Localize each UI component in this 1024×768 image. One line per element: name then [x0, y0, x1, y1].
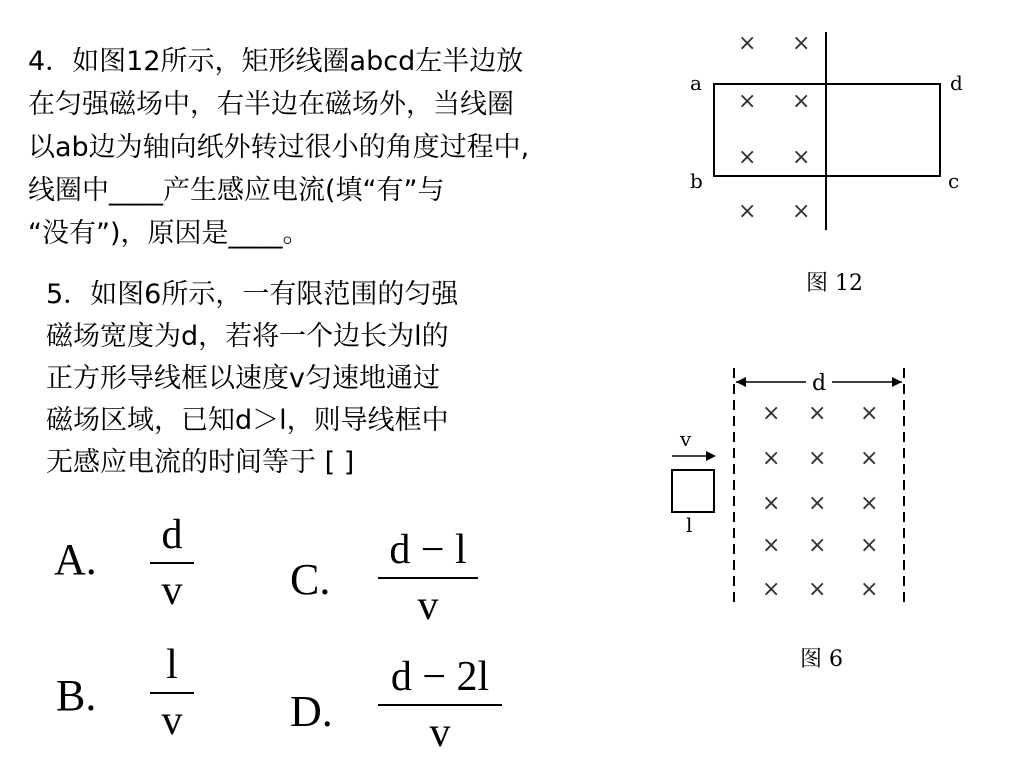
field-cross: ×: [738, 145, 757, 170]
field-cross: ×: [762, 446, 781, 471]
fraction-bar: [378, 577, 478, 579]
q5-line: 磁场宽度为d，若将一个边长为l的: [46, 321, 449, 352]
field-cross: ×: [792, 89, 811, 114]
option-b-numerator: l: [166, 642, 178, 688]
field-cross: ×: [762, 401, 781, 426]
field-cross: ×: [808, 491, 827, 516]
figure-6-caption: 图 6: [800, 647, 843, 672]
question-5-text: [46, 274, 586, 484]
figure-12-caption: 图 12: [806, 271, 863, 296]
field-cross: ×: [808, 577, 827, 602]
field-cross: ×: [860, 491, 879, 516]
field-cross: ×: [808, 446, 827, 471]
field-cross: ×: [860, 533, 879, 558]
corner-label-c: c: [948, 169, 960, 193]
option-c-fraction: [378, 525, 478, 631]
fraction-bar: [150, 692, 194, 694]
q4-line: 以ab边为轴向纸外转过很小的角度过程中,: [28, 132, 530, 163]
fraction-bar: [378, 704, 502, 706]
field-cross: ×: [792, 199, 811, 224]
field-cross: ×: [860, 446, 879, 471]
field-cross: ×: [762, 577, 781, 602]
field-cross: ×: [808, 401, 827, 426]
question-4-text: [28, 40, 678, 255]
q5-line: 5．如图6所示，一有限范围的匀强: [46, 279, 459, 310]
side-label-l: l: [686, 513, 693, 537]
option-b-fraction: [150, 640, 194, 746]
q4-line: “没有”)，原因是____。: [28, 218, 310, 249]
field-cross: ×: [792, 31, 811, 56]
corner-label-b: b: [690, 169, 703, 193]
width-label-d: d: [812, 371, 827, 396]
option-c-label: C.: [290, 555, 331, 604]
velocity-arrowhead: [706, 451, 716, 461]
arrowhead-left: [736, 377, 746, 387]
field-cross: ×: [860, 401, 879, 426]
field-cross: ×: [738, 89, 757, 114]
option-d-label: D.: [290, 687, 333, 736]
q4-line: 在匀强磁场中，右半边在磁场外，当线圈: [28, 89, 514, 120]
field-cross: ×: [808, 533, 827, 558]
option-c-numerator: d − l: [389, 527, 467, 573]
figure-6: [660, 360, 920, 680]
field-cross: ×: [762, 533, 781, 558]
square-wire-frame: [672, 470, 714, 512]
option-d-fraction: [378, 652, 502, 758]
arrowhead-right: [892, 377, 902, 387]
option-b-label: B.: [56, 671, 97, 720]
field-cross: ×: [860, 577, 879, 602]
option-d-numerator: d − 2l: [390, 654, 490, 700]
option-a-fraction: [150, 510, 194, 616]
field-cross: ×: [738, 199, 757, 224]
option-c-denominator: v: [417, 583, 439, 629]
q4-line: 4．如图12所示，矩形线圈abcd左半边放: [28, 46, 524, 77]
velocity-label-v: v: [680, 427, 692, 451]
figure-12: [680, 20, 980, 300]
field-cross: ×: [738, 31, 757, 56]
option-a-label: A.: [54, 535, 97, 584]
option-b-denominator: v: [161, 698, 183, 744]
option-a-denominator: v: [161, 568, 183, 614]
q5-line: 正方形导线框以速度v匀速地通过: [46, 363, 440, 394]
q5-line: 磁场区域，已知d＞l，则导线框中: [46, 405, 449, 436]
field-cross: ×: [792, 145, 811, 170]
q4-line: 线圈中____产生感应电流(填“有”与: [28, 175, 445, 206]
corner-label-a: a: [690, 71, 702, 95]
option-a-numerator: d: [161, 512, 183, 558]
q5-line: 无感应电流的时间等于 [ ]: [46, 447, 355, 478]
corner-label-d: d: [950, 71, 963, 95]
option-d-denominator: v: [429, 710, 451, 756]
fraction-bar: [150, 562, 194, 564]
field-cross: ×: [762, 491, 781, 516]
